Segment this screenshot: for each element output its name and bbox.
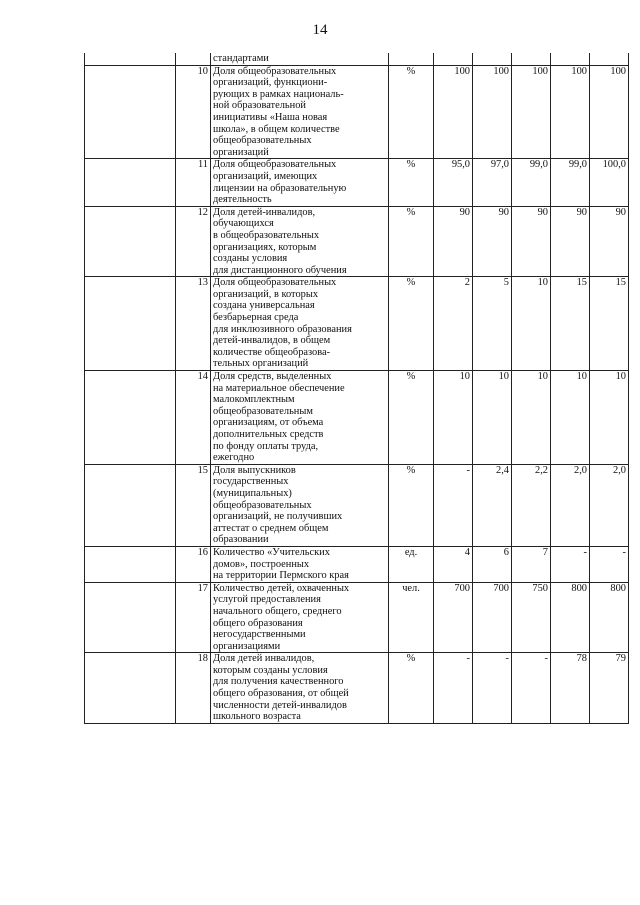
value-cell: 90 [512,206,551,277]
indicator-name: Количество «Учительских домов», построенных на территории Пермского края [211,546,389,582]
program-cell [85,371,176,465]
unit-cell: % [389,653,434,724]
row-number: 17 [176,582,211,653]
value-cell: 700 [473,582,512,653]
value-cell: 15 [590,277,629,371]
indicator-name: Доля общеобразовательных организаций, имеющих лицензии на образовательную деятельность [211,159,389,206]
value-cell: 800 [551,582,590,653]
value-cell: 4 [434,546,473,582]
value-cell: 79 [590,653,629,724]
value-cell: - [590,546,629,582]
value-cell: 100 [473,65,512,159]
table-row [85,582,629,653]
value-cell: 99,0 [551,159,590,206]
value-cell: 100 [512,65,551,159]
row-number: 11 [176,159,211,206]
row-number: 10 [176,65,211,159]
value-cell: 78 [551,653,590,724]
continuation-row [85,53,629,65]
value-cell: - [512,653,551,724]
program-cell [85,546,176,582]
unit-cell: % [389,206,434,277]
table-row [85,371,629,465]
program-cell [85,653,176,724]
table-row [85,65,629,159]
indicator-name: Доля средств, выделенных на материальное обеспечение малокомплектным общеобразовательным организациям, от объема дополнительных средств по фонду оплаты труда, ежегодно [211,371,389,465]
row-number: 13 [176,277,211,371]
value-cell: 90 [473,206,512,277]
value-cell: 2 [434,277,473,371]
value-cell: 97,0 [473,159,512,206]
value-cell: 700 [434,582,473,653]
value-cell: 2,2 [512,464,551,546]
value-cell: 100,0 [590,159,629,206]
row-number: 15 [176,464,211,546]
value-cell: - [473,653,512,724]
table-row [85,464,629,546]
indicator-name: Доля детей-инвалидов, обучающихся в общеобразовательных организациях, которым созданы условия для дистанционного обучения [211,206,389,277]
table-row [85,206,629,277]
value-cell: - [434,653,473,724]
value-cell: 2,0 [551,464,590,546]
indicator-name: Доля выпускников государственных (муниципальных) общеобразовательных организаций, не получивших аттестат о среднем общем образовании [211,464,389,546]
value-cell: 90 [434,206,473,277]
value-cell: 90 [551,206,590,277]
value-cell: - [551,546,590,582]
program-cell [85,65,176,159]
value-cell: 6 [473,546,512,582]
table-row [85,653,629,724]
value-cell: 10 [473,371,512,465]
value-cell: 100 [434,65,473,159]
table-row [85,277,629,371]
unit-cell: чел. [389,582,434,653]
program-cell [85,277,176,371]
indicator-name: Количество детей, охваченных услугой предоставления начального общего, среднего общего образования негосударственными организациями [211,582,389,653]
value-cell: - [434,464,473,546]
unit-cell: % [389,371,434,465]
num-cell [176,53,211,65]
value-cell: 10 [512,277,551,371]
indicator-name: Доля общеобразовательных организаций, в которых создана универсальная безбарьерная среда для инклюзивного образования детей-инвалидов, в общем количестве общеобразова- тельных организаций [211,277,389,371]
value-cell: 99,0 [512,159,551,206]
program-cell [85,464,176,546]
program-cell [85,206,176,277]
value-cell: 7 [512,546,551,582]
value-cell: 90 [590,206,629,277]
table-row [85,546,629,582]
unit-cell: % [389,65,434,159]
value-cell: 95,0 [434,159,473,206]
continuation-text: стандартами [211,53,389,65]
value-cell: 10 [512,371,551,465]
value-cell: 10 [434,371,473,465]
row-number: 16 [176,546,211,582]
value-cell: 100 [551,65,590,159]
value-cell: 5 [473,277,512,371]
program-cell [85,582,176,653]
value-cell: 2,0 [590,464,629,546]
table-row [85,159,629,206]
value-cell: 100 [590,65,629,159]
program-cell [85,159,176,206]
unit-cell: % [389,464,434,546]
unit-cell: % [389,159,434,206]
row-number: 14 [176,371,211,465]
value-cell: 2,4 [473,464,512,546]
value-cell: 800 [590,582,629,653]
unit-cell: ед. [389,546,434,582]
indicators-table [84,53,629,724]
row-number: 18 [176,653,211,724]
program-cell [85,53,176,65]
unit-cell: % [389,277,434,371]
indicator-name: Доля общеобразовательных организаций, функциони- рующих в рамках националь- ной образовательной инициативы «Наша новая школа», в общем количестве общеобразовательных организаций [211,65,389,159]
indicator-name: Доля детей инвалидов, которым созданы условия для получения качественного общего образования, от общей численности детей-инвалидов школьного возраста [211,653,389,724]
value-cell: 15 [551,277,590,371]
value-cell: 10 [551,371,590,465]
value-cell: 750 [512,582,551,653]
page-number: 14 [312,22,328,38]
value-cell: 10 [590,371,629,465]
row-number: 12 [176,206,211,277]
